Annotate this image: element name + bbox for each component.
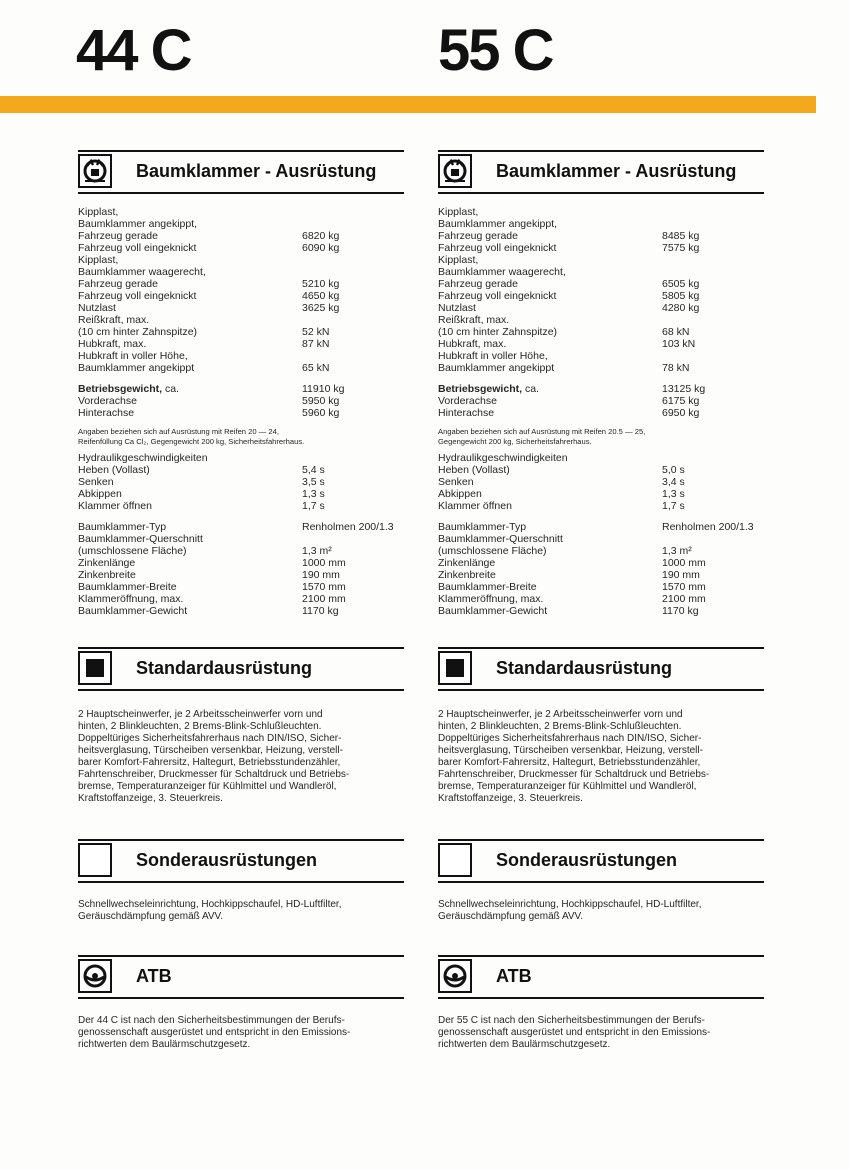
spec-value: 65 kN bbox=[302, 362, 330, 374]
spec-label: Senken bbox=[78, 476, 114, 488]
spec-value: 4280 kg bbox=[662, 302, 700, 314]
spec-row bbox=[438, 230, 764, 242]
spec-label: Nutzlast bbox=[78, 302, 116, 314]
spec-label: Baumklammer angekippt bbox=[78, 362, 195, 374]
empty-square-icon bbox=[78, 843, 112, 877]
model-title-44c: 44 C bbox=[76, 18, 191, 83]
text-line: Doppeltüriges Sicherheitsfahrerhaus nach DIN/ISO, Sicher- bbox=[78, 733, 342, 744]
spec-value: 68 kN bbox=[662, 326, 690, 338]
spec-label: Fahrzeug voll eingeknickt bbox=[78, 242, 197, 254]
spec-row bbox=[438, 290, 764, 302]
spec-value: Renholmen 200/1.3 bbox=[662, 521, 754, 533]
spec-label: Klammeröffnung, max. bbox=[438, 593, 544, 605]
spec-value: 1000 mm bbox=[662, 557, 706, 569]
spec-label: Hubkraft in voller Höhe, bbox=[438, 350, 548, 362]
spec-row bbox=[438, 407, 764, 419]
spec-row bbox=[78, 500, 404, 512]
spec-row bbox=[78, 350, 404, 362]
filled-square-icon bbox=[438, 651, 472, 685]
spec-row bbox=[438, 206, 764, 218]
spec-label: Baumklammer angekippt bbox=[438, 362, 555, 374]
spec-label: Hubkraft in voller Höhe, bbox=[78, 350, 188, 362]
spec-value: 3625 kg bbox=[302, 302, 340, 314]
spec-label: Baumklammer-Typ bbox=[78, 521, 167, 533]
text-line: Der 44 C ist nach den Sicherheitsbestimmungen der Berufs- bbox=[78, 1015, 345, 1026]
spec-row bbox=[438, 326, 764, 338]
spec-row bbox=[438, 218, 764, 230]
spec-value: 78 kN bbox=[662, 362, 690, 374]
spec-value: 6090 kg bbox=[302, 242, 340, 254]
spec-label: Hubkraft, max. bbox=[438, 338, 507, 350]
spec-value: 87 kN bbox=[302, 338, 330, 350]
text-line: genossenschaft ausgerüstet und entspricht in den Emissions- bbox=[78, 1027, 351, 1038]
spec-label: Vorderachse bbox=[78, 395, 137, 407]
note-line: Gegengewicht 200 kg, Sicherheitsfahrerhaus. bbox=[438, 436, 592, 446]
spec-row bbox=[78, 254, 404, 266]
spec-row bbox=[78, 593, 404, 605]
spec-value: 1,7 s bbox=[662, 500, 685, 512]
spec-value: 1,3 m² bbox=[302, 545, 332, 557]
spec-label: Nutzlast bbox=[438, 302, 476, 314]
spec-row bbox=[78, 581, 404, 593]
spec-row bbox=[438, 302, 764, 314]
spec-value: 2100 mm bbox=[302, 593, 346, 605]
spec-row bbox=[438, 521, 764, 533]
spec-row bbox=[438, 593, 764, 605]
text-line: hinten, 2 Blinkleuchten, 2 Brems-Blink-Schlußleuchten. bbox=[78, 721, 322, 732]
section-title: Sonderausrüstungen bbox=[496, 850, 678, 870]
spec-label: Heben (Vollast) bbox=[78, 464, 150, 476]
spec-value: 1000 mm bbox=[302, 557, 346, 569]
loader-clamp-icon bbox=[438, 154, 472, 188]
spec-row bbox=[438, 476, 764, 488]
section-header-special bbox=[78, 839, 404, 883]
spec-label: Reißkraft, max. bbox=[438, 314, 510, 326]
spec-value: 1,3 s bbox=[662, 488, 685, 500]
spec-label: (10 cm hinter Zahnspitze) bbox=[438, 326, 558, 338]
spec-row bbox=[438, 242, 764, 254]
spec-label: Fahrzeug voll eingeknickt bbox=[438, 242, 557, 254]
standard-section bbox=[438, 647, 764, 805]
spec-label: Fahrzeug gerade bbox=[78, 278, 158, 290]
spec-list bbox=[438, 206, 764, 617]
spec-label: Zinkenbreite bbox=[78, 569, 136, 581]
section-title: Standardausrüstung bbox=[136, 658, 313, 678]
spec-value: Renholmen 200/1.3 bbox=[302, 521, 394, 533]
spec-label: Vorderachse bbox=[438, 395, 497, 407]
spec-label: Heben (Vollast) bbox=[438, 464, 510, 476]
spec-row bbox=[78, 290, 404, 302]
section-title: ATB bbox=[496, 966, 532, 986]
spec-label: (umschlossene Fläche) bbox=[438, 545, 547, 557]
spec-row bbox=[438, 254, 764, 266]
spec-label: Baumklammer waagerecht, bbox=[438, 266, 566, 278]
spec-label: Baumklammer-Breite bbox=[438, 581, 537, 593]
text-line: Kraftstoffanzeige, 3. Steuerkreis. bbox=[438, 793, 583, 804]
spec-row bbox=[78, 452, 404, 464]
spec-value: 190 mm bbox=[662, 569, 700, 581]
spec-label: (umschlossene Fläche) bbox=[78, 545, 187, 557]
spec-label: Abkippen bbox=[78, 488, 122, 500]
spec-label: (10 cm hinter Zahnspitze) bbox=[78, 326, 198, 338]
text-line: barer Komfort-Fahrersitz, Haltegurt, Betriebsstundenzähler, bbox=[438, 757, 701, 768]
spec-label: Kipplast, bbox=[438, 206, 479, 218]
spec-label: Fahrzeug gerade bbox=[438, 278, 518, 290]
spec-row bbox=[438, 500, 764, 512]
spec-label: Baumklammer-Gewicht bbox=[78, 605, 188, 617]
text-line: Fahrtenschreiber, Druckmesser für Schaltdruck und Betriebs- bbox=[78, 769, 350, 780]
operating-weight-value: 13125 kg bbox=[662, 383, 706, 395]
text-line: Fahrtenschreiber, Druckmesser für Schaltdruck und Betriebs- bbox=[438, 769, 710, 780]
spec-row bbox=[78, 521, 404, 533]
spec-row bbox=[438, 452, 764, 464]
special-text bbox=[78, 899, 404, 923]
column-55c bbox=[438, 150, 764, 1051]
steering-wheel-icon bbox=[78, 959, 112, 993]
spec-value: 6175 kg bbox=[662, 395, 700, 407]
spec-label: Kipplast, bbox=[78, 254, 119, 266]
spec-row bbox=[438, 350, 764, 362]
spec-row bbox=[78, 362, 404, 374]
spec-label: Baumklammer-Querschnitt bbox=[78, 533, 203, 545]
special-text bbox=[438, 899, 764, 923]
text-line: Kraftstoffanzeige, 3. Steuerkreis. bbox=[78, 793, 223, 804]
spec-row bbox=[78, 395, 404, 407]
spec-label: Baumklammer-Typ bbox=[438, 521, 527, 533]
spec-list bbox=[78, 206, 404, 617]
section-title: Baumklammer - Ausrüstung bbox=[496, 161, 737, 181]
spec-value: 1170 kg bbox=[302, 605, 339, 617]
operating-weight-suffix: ca. bbox=[522, 383, 539, 395]
spec-value: 3,4 s bbox=[662, 476, 685, 488]
spec-value: 7575 kg bbox=[662, 242, 700, 254]
section-title: Baumklammer - Ausrüstung bbox=[136, 161, 377, 181]
spec-value: 6505 kg bbox=[662, 278, 700, 290]
standard-text bbox=[438, 709, 764, 805]
spec-row bbox=[78, 533, 404, 545]
spec-row bbox=[438, 545, 764, 557]
text-line: hinten, 2 Blinkleuchten, 2 Brems-Blink-Schlußleuchten. bbox=[438, 721, 682, 732]
spec-label: Hubkraft, max. bbox=[78, 338, 147, 350]
spec-label: Baumklammer angekippt, bbox=[438, 218, 558, 230]
spec-row bbox=[438, 395, 764, 407]
spec-value: 5210 kg bbox=[302, 278, 340, 290]
spec-label: Klammeröffnung, max. bbox=[78, 593, 184, 605]
spec-label: Baumklammer-Breite bbox=[78, 581, 177, 593]
section-title: ATB bbox=[136, 966, 172, 986]
spec-value: 5805 kg bbox=[662, 290, 700, 302]
text-line: Schnellwechseleinrichtung, Hochkippschaufel, HD-Luftfilter, bbox=[78, 899, 342, 910]
spec-row bbox=[78, 476, 404, 488]
section-header-standard bbox=[78, 647, 404, 691]
spec-label: Baumklammer waagerecht, bbox=[78, 266, 206, 278]
spec-value: 103 kN bbox=[662, 338, 696, 350]
spec-label: Baumklammer-Querschnitt bbox=[438, 533, 563, 545]
atb-section bbox=[438, 955, 764, 1051]
spec-value: 1,3 s bbox=[302, 488, 325, 500]
atb-text bbox=[438, 1015, 764, 1051]
spec-label: Zinkenlänge bbox=[438, 557, 496, 569]
text-line: Schnellwechseleinrichtung, Hochkippschaufel, HD-Luftfilter, bbox=[438, 899, 702, 910]
section-header-standard bbox=[438, 647, 764, 691]
spec-label: Fahrzeug gerade bbox=[438, 230, 518, 242]
spec-row bbox=[438, 581, 764, 593]
spec-row bbox=[438, 533, 764, 545]
spec-value: 2100 mm bbox=[662, 593, 706, 605]
model-title-55c: 55 C bbox=[438, 18, 553, 83]
spec-value: 1570 mm bbox=[302, 581, 346, 593]
text-line: richtwerten dem Baulärmschutzgesetz. bbox=[78, 1039, 251, 1050]
steering-wheel-icon bbox=[438, 959, 472, 993]
spec-label: Fahrzeug voll eingeknickt bbox=[438, 290, 557, 302]
spec-row bbox=[78, 218, 404, 230]
spec-value: 5,0 s bbox=[662, 464, 685, 476]
spec-row bbox=[78, 464, 404, 476]
note-line: Reifenfüllung Ca Cl₂, Gegengewicht 200 kg, Sicherheitsfahrerhaus. bbox=[78, 436, 305, 446]
atb-text bbox=[78, 1015, 404, 1051]
column-44c bbox=[78, 150, 404, 1051]
text-line: heitsverglasung, Türscheiben versenkbar, Heizung, verstell- bbox=[78, 745, 343, 756]
accent-band bbox=[0, 96, 816, 113]
spec-row bbox=[78, 569, 404, 581]
standard-section bbox=[78, 647, 404, 805]
spec-value: 190 mm bbox=[302, 569, 340, 581]
spec-value: 6820 kg bbox=[302, 230, 340, 242]
spec-row bbox=[78, 266, 404, 278]
text-line: 2 Hauptscheinwerfer, je 2 Arbeitsscheinwerfer vorn und bbox=[438, 709, 683, 720]
spec-value: 1570 mm bbox=[662, 581, 706, 593]
filled-square-icon bbox=[78, 651, 112, 685]
spec-label: Zinkenbreite bbox=[438, 569, 496, 581]
spec-label: Hinterachse bbox=[78, 407, 135, 419]
spec-label: Kipplast, bbox=[438, 254, 479, 266]
spec-label: Fahrzeug voll eingeknickt bbox=[78, 290, 197, 302]
text-line: Geräuschdämpfung gemäß AVV. bbox=[438, 911, 584, 922]
spec-row bbox=[78, 302, 404, 314]
spec-row bbox=[438, 569, 764, 581]
operating-weight-suffix: ca. bbox=[162, 383, 179, 395]
spec-value: 5960 kg bbox=[302, 407, 340, 419]
spec-row bbox=[438, 557, 764, 569]
spec-value: 1170 kg bbox=[662, 605, 699, 617]
special-section bbox=[78, 839, 404, 923]
spec-label: Baumklammer angekippt, bbox=[78, 218, 198, 230]
spec-row bbox=[438, 278, 764, 290]
spec-value: 1,7 s bbox=[302, 500, 325, 512]
section-header-special bbox=[438, 839, 764, 883]
special-section bbox=[438, 839, 764, 923]
spec-label: Senken bbox=[438, 476, 474, 488]
spec-label: Fahrzeug gerade bbox=[78, 230, 158, 242]
spec-label: Zinkenlänge bbox=[78, 557, 136, 569]
spec-value: 5,4 s bbox=[302, 464, 325, 476]
spec-row bbox=[438, 488, 764, 500]
spec-value: 4650 kg bbox=[302, 290, 340, 302]
spec-label: Hinterachse bbox=[438, 407, 495, 419]
spec-value: 8485 kg bbox=[662, 230, 700, 242]
spec-value: 3,5 s bbox=[302, 476, 325, 488]
spec-label: Reißkraft, max. bbox=[78, 314, 150, 326]
spec-note bbox=[78, 427, 404, 446]
text-line: barer Komfort-Fahrersitz, Haltegurt, Betriebsstundenzähler, bbox=[78, 757, 341, 768]
section-header-atb bbox=[438, 955, 764, 999]
section-header-tree-clamp bbox=[78, 150, 404, 194]
atb-section bbox=[78, 955, 404, 1051]
spec-row bbox=[78, 278, 404, 290]
spec-value: 5950 kg bbox=[302, 395, 340, 407]
spec-row bbox=[438, 266, 764, 278]
text-line: bremse, Temperaturanzeiger für Kühlmittel und Wandleröl, bbox=[438, 781, 697, 792]
text-line: richtwerten dem Baulärmschutzgesetz. bbox=[438, 1039, 611, 1050]
spec-label: Baumklammer-Gewicht bbox=[438, 605, 548, 617]
operating-weight-label: Betriebsgewicht, bbox=[438, 383, 523, 395]
spec-row bbox=[78, 605, 404, 617]
text-line: Geräuschdämpfung gemäß AVV. bbox=[78, 911, 224, 922]
spec-row bbox=[78, 230, 404, 242]
text-line: Der 55 C ist nach den Sicherheitsbestimmungen der Berufs- bbox=[438, 1015, 705, 1026]
operating-weight-value: 11910 kg bbox=[302, 383, 345, 395]
text-line: heitsverglasung, Türscheiben versenkbar, Heizung, verstell- bbox=[438, 745, 703, 756]
spec-row bbox=[78, 326, 404, 338]
note-line: Angaben beziehen sich auf Ausrüstung mit Reifen 20 — 24, bbox=[78, 427, 279, 436]
spec-label: Klammer öffnen bbox=[78, 500, 152, 512]
operating-weight-row bbox=[438, 383, 764, 395]
spec-label: Abkippen bbox=[438, 488, 482, 500]
spec-value: 6950 kg bbox=[662, 407, 700, 419]
spec-label: Klammer öffnen bbox=[438, 500, 512, 512]
spec-value: 1,3 m² bbox=[662, 545, 692, 557]
section-header-atb bbox=[78, 955, 404, 999]
spec-row bbox=[438, 362, 764, 374]
spec-row bbox=[78, 242, 404, 254]
section-title: Sonderausrüstungen bbox=[136, 850, 318, 870]
operating-weight-row bbox=[78, 383, 404, 395]
spec-row bbox=[438, 464, 764, 476]
spec-row bbox=[78, 557, 404, 569]
section-title: Standardausrüstung bbox=[496, 658, 673, 678]
spec-label: Kipplast, bbox=[78, 206, 119, 218]
spec-row bbox=[78, 314, 404, 326]
note-line: Angaben beziehen sich auf Ausrüstung mit Reifen 20.5 — 25, bbox=[438, 427, 646, 436]
operating-weight-label: Betriebsgewicht, bbox=[78, 383, 163, 395]
spec-row bbox=[438, 605, 764, 617]
spec-row bbox=[78, 338, 404, 350]
text-line: genossenschaft ausgerüstet und entspricht in den Emissions- bbox=[438, 1027, 711, 1038]
spec-label: Hydraulikgeschwindigkeiten bbox=[78, 452, 208, 464]
text-line: bremse, Temperaturanzeiger für Kühlmittel und Wandleröl, bbox=[78, 781, 337, 792]
spec-row bbox=[438, 338, 764, 350]
spec-row bbox=[78, 488, 404, 500]
spec-row bbox=[78, 407, 404, 419]
section-header-tree-clamp bbox=[438, 150, 764, 194]
spec-value: 52 kN bbox=[302, 326, 330, 338]
spec-row bbox=[78, 545, 404, 557]
text-line: 2 Hauptscheinwerfer, je 2 Arbeitsscheinwerfer vorn und bbox=[78, 709, 323, 720]
spec-note bbox=[438, 427, 764, 446]
spec-row bbox=[78, 206, 404, 218]
standard-text bbox=[78, 709, 404, 805]
spec-label: Hydraulikgeschwindigkeiten bbox=[438, 452, 568, 464]
text-line: Doppeltüriges Sicherheitsfahrerhaus nach DIN/ISO, Sicher- bbox=[438, 733, 702, 744]
empty-square-icon bbox=[438, 843, 472, 877]
loader-clamp-icon bbox=[78, 154, 112, 188]
spec-row bbox=[438, 314, 764, 326]
